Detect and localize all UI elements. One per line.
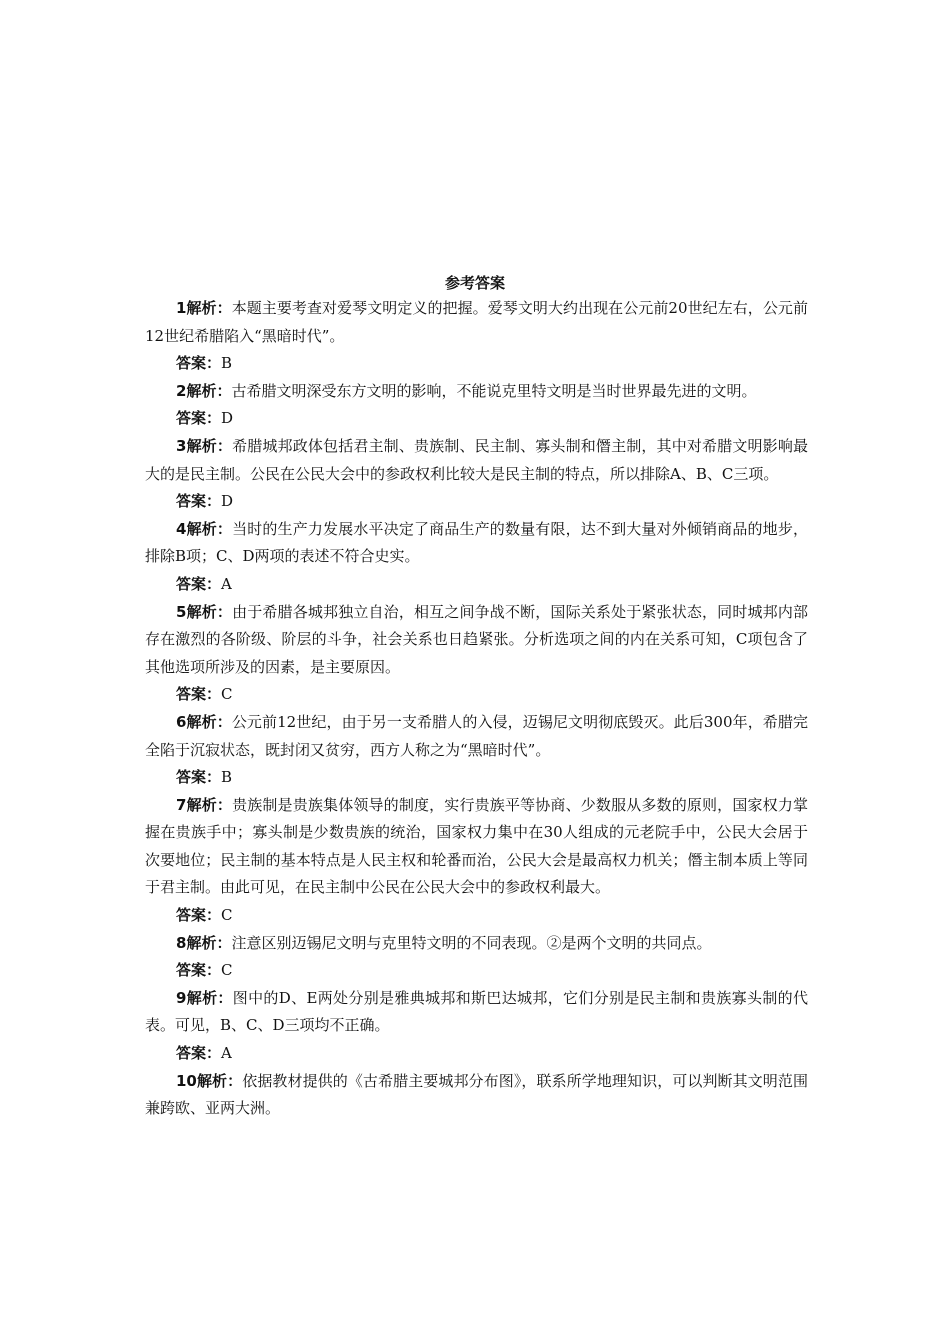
- answer-value: A: [221, 1044, 232, 1063]
- explanation-paragraph: [145, 930, 808, 958]
- answer-value: D: [221, 409, 234, 428]
- explanation-paragraph: [145, 433, 808, 488]
- answer-value: B: [221, 354, 233, 373]
- answer-value: B: [221, 768, 233, 787]
- explanation-label: 解析：: [186, 988, 233, 1007]
- answer-line: [145, 957, 808, 985]
- question-number: 5: [176, 602, 187, 621]
- explanation-text: 希腊城邦政体包括君主制、贵族制、民主制、寡头制和僭主制，其中对希腊文明影响最大的是民主制。公民在公民大会中的参政权利比较大是民主制的特点，所以排除A、B、C三项。: [145, 436, 808, 483]
- answer-line: [145, 681, 808, 709]
- answer-value: A: [221, 574, 232, 593]
- explanation-label: 解析：: [186, 795, 233, 814]
- explanation-label: 解析：: [186, 381, 232, 400]
- explanation-label: 解析：: [186, 436, 233, 455]
- explanation-label: 解析：: [186, 602, 233, 621]
- answer-label: 答案：: [176, 574, 222, 593]
- explanation-text: 当时的生产力发展水平决定了商品生产的数量有限，达不到大量对外倾销商品的地步，排除B项；C、D两项的表述不符合史实。: [145, 519, 808, 566]
- question-number: 10: [176, 1071, 197, 1090]
- answer-label: 答案：: [176, 1044, 222, 1063]
- explanation-text: 本题主要考查对爱琴文明定义的把握。爱琴文明大约出现在公元前20世纪左右，公元前12世纪希腊陷入“黑暗时代”。: [145, 299, 808, 345]
- answer-value: D: [221, 492, 234, 511]
- answer-line: [145, 902, 808, 930]
- answer-value: C: [221, 961, 233, 980]
- page-title: 参考答案: [444, 274, 505, 292]
- answer-line: [145, 405, 808, 433]
- explanation-paragraph: [145, 985, 808, 1040]
- answer-label: 答案：: [176, 409, 222, 428]
- explanation-paragraph: [145, 378, 808, 406]
- explanation-paragraph: [145, 1068, 808, 1123]
- question-number: 1: [176, 299, 187, 317]
- explanation-label: 解析：: [186, 933, 232, 952]
- question-number: 6: [176, 712, 187, 731]
- explanation-label: 解析：: [196, 1071, 243, 1090]
- explanation-paragraph: [145, 295, 808, 350]
- answer-label: 答案：: [176, 354, 222, 373]
- answer-line: [145, 488, 808, 516]
- question-number: 8: [176, 933, 187, 952]
- explanation-text: 贵族制是贵族集体领导的制度，实行贵族平等协商、少数服从多数的原则，国家权力掌握在贵族手中；寡头制是少数贵族的统治，国家权力集中在30人组成的元老院手中，公民大会居于次要地位；民主制的基本特点是人民主权和轮番而治，公民大会是最高权力机关；僭主制本质上等同于君主制。由此可见，在民主制中公民在公民大会中的参政权利最大。: [145, 795, 808, 897]
- explanation-text: 古希腊文明深受东方文明的影响，不能说克里特文明是当时世界最先进的文明。: [231, 381, 757, 400]
- answer-line: [145, 571, 808, 599]
- answer-list: [145, 295, 808, 1123]
- answer-label: 答案：: [176, 906, 222, 925]
- answer-label: 答案：: [176, 768, 222, 787]
- explanation-text: 公元前12世纪，由于另一支希腊人的入侵，迈锡尼文明彻底毁灭。此后300年，希腊完全陷于沉寂状态，既封闭又贫穷，西方人称之为“黑暗时代”。: [145, 712, 808, 759]
- explanation-label: 解析：: [186, 299, 232, 317]
- explanation-paragraph: [145, 792, 808, 902]
- answer-value: C: [221, 685, 233, 704]
- answer-label: 答案：: [176, 961, 222, 980]
- answer-value: C: [221, 906, 233, 925]
- explanation-text: 图中的D、E两处分别是雅典城邦和斯巴达城邦，它们分别是民主制和贵族寡头制的代表。可见，B、C、D三项均不正确。: [145, 988, 808, 1035]
- explanation-text: 由于希腊各城邦独立自治，相互之间争战不断，国际关系处于紧张状态，同时城邦内部存在激烈的各阶级、阶层的斗争，社会关系也日趋紧张。分析选项之间的内在关系可知，C项包含了其他选项所涉及的因素，是主要原因。: [145, 602, 808, 676]
- explanation-paragraph: [145, 599, 808, 682]
- question-number: 3: [176, 436, 187, 455]
- explanation-text: 依据教材提供的《古希腊主要城邦分布图》，联系所学地理知识，可以判断其文明范围兼跨欧、亚两大洲。: [145, 1071, 808, 1118]
- answer-label: 答案：: [176, 685, 222, 704]
- answer-line: [145, 764, 808, 792]
- question-number: 7: [176, 795, 187, 814]
- explanation-paragraph: [145, 709, 808, 764]
- question-number: 2: [176, 381, 187, 400]
- question-number: 4: [176, 519, 187, 538]
- explanation-paragraph: [145, 516, 808, 571]
- answer-line: [145, 1040, 808, 1068]
- explanation-label: 解析：: [186, 712, 232, 731]
- explanation-label: 解析：: [186, 519, 233, 538]
- question-number: 9: [176, 988, 187, 1007]
- explanation-text: 注意区别迈锡尼文明与克里特文明的不同表现。②是两个文明的共同点。: [231, 933, 712, 952]
- answer-line: [145, 350, 808, 378]
- answer-label: 答案：: [176, 492, 222, 511]
